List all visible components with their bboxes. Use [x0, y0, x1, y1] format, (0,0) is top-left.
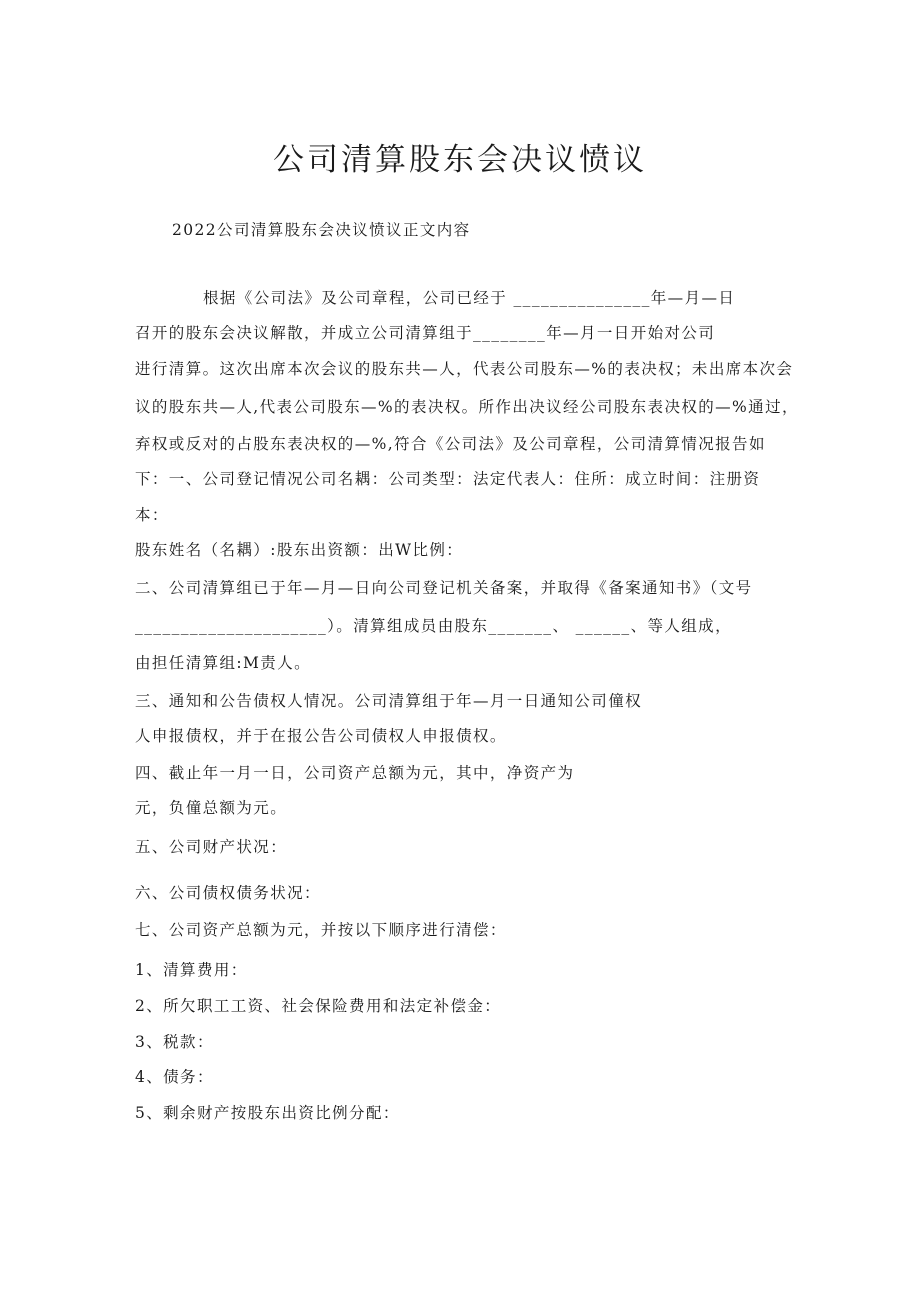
body-line: 议的股东共—人,代表公司股东—%的表决权。所作出决议经公司股东表决权的—%通过， — [135, 398, 799, 416]
document-subtitle: 2022公司清算股东会决议愤议正文内容 — [172, 221, 471, 239]
list-item: 2、所欠职工工资、社会保险费用和法定补偿金： — [135, 997, 502, 1015]
document-title: 公司清算股东会决议愤议 — [273, 142, 647, 178]
body-line: 六、公司债权债务状况： — [135, 884, 321, 902]
body-line: 本： — [135, 506, 169, 524]
body-line: 进行清算。这次出席本次会议的股东共—人，代表公司股东—%的表决权；未出席本次会 — [135, 360, 794, 378]
list-item: 4、债务： — [135, 1068, 214, 1086]
body-line: 召开的股东会决议解散，并成立公司清算组于________年—月一日开始对公司 — [135, 324, 716, 342]
list-item: 5、剩余财产按股东出资比例分配： — [135, 1104, 400, 1122]
body-line: 七、公司资产总额为元，并按以下顺序进行清偿： — [135, 921, 507, 939]
list-item: 3、税款： — [135, 1033, 214, 1051]
body-line: 三、通知和公告债权人情况。公司清算组于年—月一日通知公司僮权 — [135, 692, 643, 710]
body-line: 根据《公司法》及公司章程，公司已经于 _______________年—月—日 — [203, 289, 736, 307]
body-line: 股东姓名（名耦）:股东出资额：出W比例： — [135, 541, 464, 559]
body-line: 人申报债权，并于在报公告公司债权人申报债权。 — [135, 727, 507, 745]
body-line: 下：一、公司登记情况公司名耦：公司类型：法定代表人：住所：成立时间：注册资 — [135, 470, 761, 488]
body-line: 由担任清算组:M责人。 — [135, 654, 311, 672]
body-line: 弃权或反对的占股东表决权的—%,符合《公司法》及公司章程，公司清算情况报告如 — [135, 435, 766, 453]
body-line: 五、公司财产状况： — [135, 838, 288, 856]
body-line: 元，负僮总额为元。 — [135, 799, 288, 817]
list-item: 1、清算费用： — [135, 961, 248, 979]
body-line: 四、截止年一月一日，公司资产总额为元，其中，净资产为 — [135, 764, 575, 782]
body-line: 二、公司清算组已于年—月—日向公司登记机关备案，并取得《备案通知书》（文号 — [135, 579, 753, 597]
body-line: _____________________）。清算组成员由股东_______、 ______、等人组成， — [135, 617, 732, 635]
